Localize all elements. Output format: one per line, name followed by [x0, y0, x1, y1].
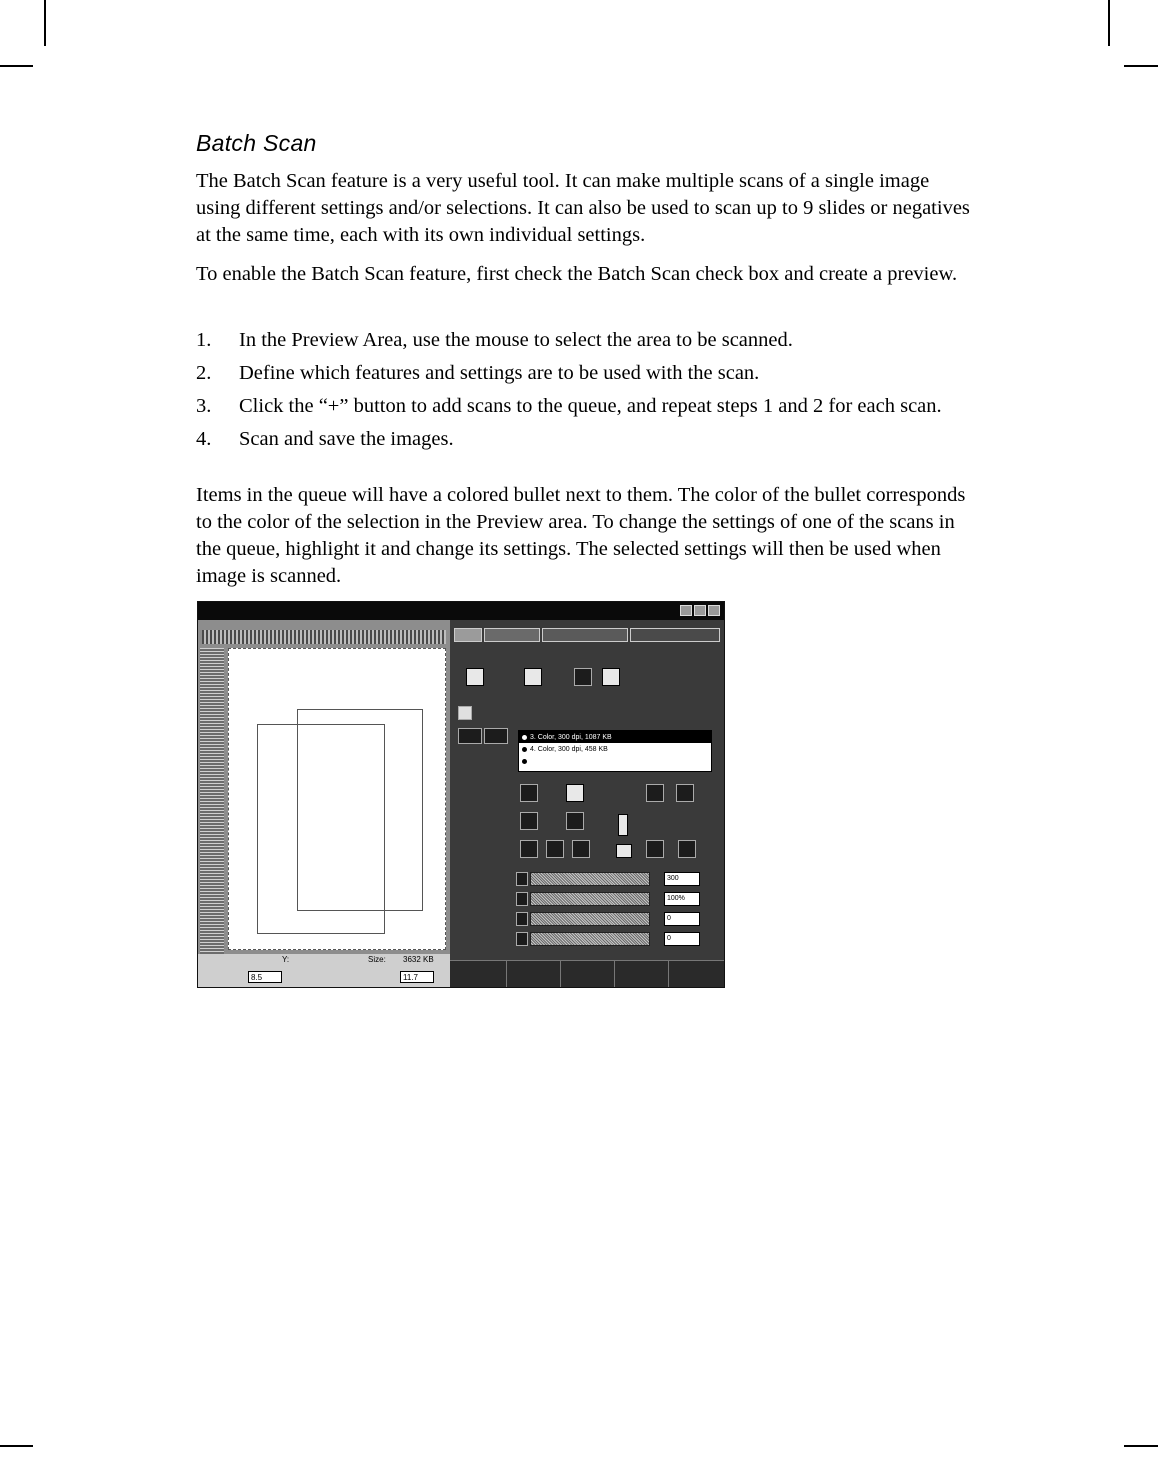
scale-value[interactable]: 100% — [664, 892, 700, 906]
section-heading: Batch Scan — [196, 130, 317, 156]
brightness-value[interactable]: 0 — [664, 912, 700, 926]
step-item: 3. Click the “+” button to add scans to the queue, and repeat steps 1 and 2 for each scan. — [196, 395, 942, 417]
save-icon[interactable] — [602, 668, 620, 686]
frame-icon[interactable] — [566, 784, 584, 802]
resolution-slider[interactable] — [530, 872, 650, 886]
bottom-button-bar — [450, 960, 725, 988]
scan-queue[interactable] — [518, 730, 712, 772]
contrast-slider[interactable] — [530, 932, 650, 946]
tab[interactable] — [542, 628, 628, 642]
scale-slider[interactable] — [530, 892, 650, 906]
resolution-value[interactable]: 300 — [664, 872, 700, 886]
rotate-icon[interactable] — [574, 668, 592, 686]
tool-icon[interactable] — [520, 840, 538, 858]
steps-list — [196, 327, 956, 459]
window-titlebar — [198, 602, 724, 620]
tool-icon[interactable] — [546, 840, 564, 858]
bullet-icon — [522, 735, 527, 740]
status-bar — [198, 954, 450, 988]
dropdown-icon[interactable] — [676, 784, 694, 802]
add-scan-button[interactable] — [458, 728, 482, 744]
tool-icon[interactable] — [646, 840, 664, 858]
maximize-icon[interactable] — [694, 605, 706, 616]
minimize-icon[interactable] — [680, 605, 692, 616]
step-item: 4. Scan and save the images. — [196, 428, 454, 450]
crop-mark — [1124, 65, 1158, 67]
crop-mark — [44, 0, 46, 46]
batch-scan-screenshot — [197, 601, 725, 988]
scale-icon[interactable] — [516, 892, 528, 906]
tool-icon[interactable] — [566, 812, 584, 830]
crop-mark — [1108, 0, 1110, 46]
step-item: 1. In the Preview Area, use the mouse to select the area to be scanned. — [196, 329, 793, 351]
tool-icon[interactable] — [520, 812, 538, 830]
right-field[interactable]: 11.7 — [400, 971, 434, 983]
preview-toolbar — [202, 630, 446, 644]
tool-icon[interactable] — [520, 784, 538, 802]
tab[interactable] — [454, 628, 482, 642]
intro-paragraph: The Batch Scan feature is a very useful tool. It can make multiple scans of a single image using different settings and/or selections. It can also be used to scan up to 9 slides or negatives at the same time, each with its own individual settings. — [196, 170, 970, 246]
crop-mark — [0, 65, 33, 67]
tab[interactable] — [630, 628, 720, 642]
remove-scan-button[interactable] — [484, 728, 508, 744]
bullet-icon — [522, 759, 527, 764]
menu-icon[interactable] — [678, 840, 696, 858]
queue-item[interactable]: 3. Color, 300 dpi, 1087 KB — [519, 731, 711, 743]
tool-icon[interactable] — [572, 840, 590, 858]
scan-type-icon[interactable] — [466, 668, 484, 686]
close-icon[interactable] — [708, 605, 720, 616]
preview-area[interactable] — [228, 648, 446, 950]
preview-icon[interactable] — [524, 668, 542, 686]
y-label: Y: — [282, 955, 290, 964]
queue-item[interactable]: 4. Color, 300 dpi, 458 KB — [519, 743, 711, 755]
contrast-icon[interactable] — [516, 932, 528, 946]
crop-mark — [1124, 1445, 1158, 1447]
left-field[interactable]: 8.5 — [248, 971, 282, 983]
meter-icon[interactable] — [618, 814, 628, 836]
queue-item[interactable] — [519, 755, 711, 767]
settings-pane — [450, 620, 725, 988]
size-value: 3632 KB — [403, 955, 434, 964]
vertical-ruler — [200, 648, 224, 960]
enable-paragraph: To enable the Batch Scan feature, first check the Batch Scan check box and create a preview. — [196, 263, 958, 285]
tool-icon[interactable] — [616, 844, 632, 858]
selection-marquee[interactable] — [257, 724, 385, 934]
brightness-icon[interactable] — [516, 912, 528, 926]
size-label: Size: — [368, 955, 386, 964]
queue-paragraph: Items in the queue will have a colored bullet next to them. The color of the bullet corresponds to the color of the selection in the Preview area. To change the settings of one of the scans in the queue, highlight it and change its settings. The selected settings will then be used when image is scanned. — [196, 484, 966, 587]
step-item: 2. Define which features and settings are to be used with the scan. — [196, 362, 760, 384]
crop-mark — [0, 1445, 33, 1447]
bullet-icon — [522, 747, 527, 752]
preview-pane — [198, 620, 450, 988]
tool-icon[interactable] — [646, 784, 664, 802]
resolution-icon[interactable] — [516, 872, 528, 886]
brightness-slider[interactable] — [530, 912, 650, 926]
contrast-value[interactable]: 0 — [664, 932, 700, 946]
tab[interactable] — [484, 628, 540, 642]
batch-scan-checkbox[interactable] — [458, 706, 472, 720]
